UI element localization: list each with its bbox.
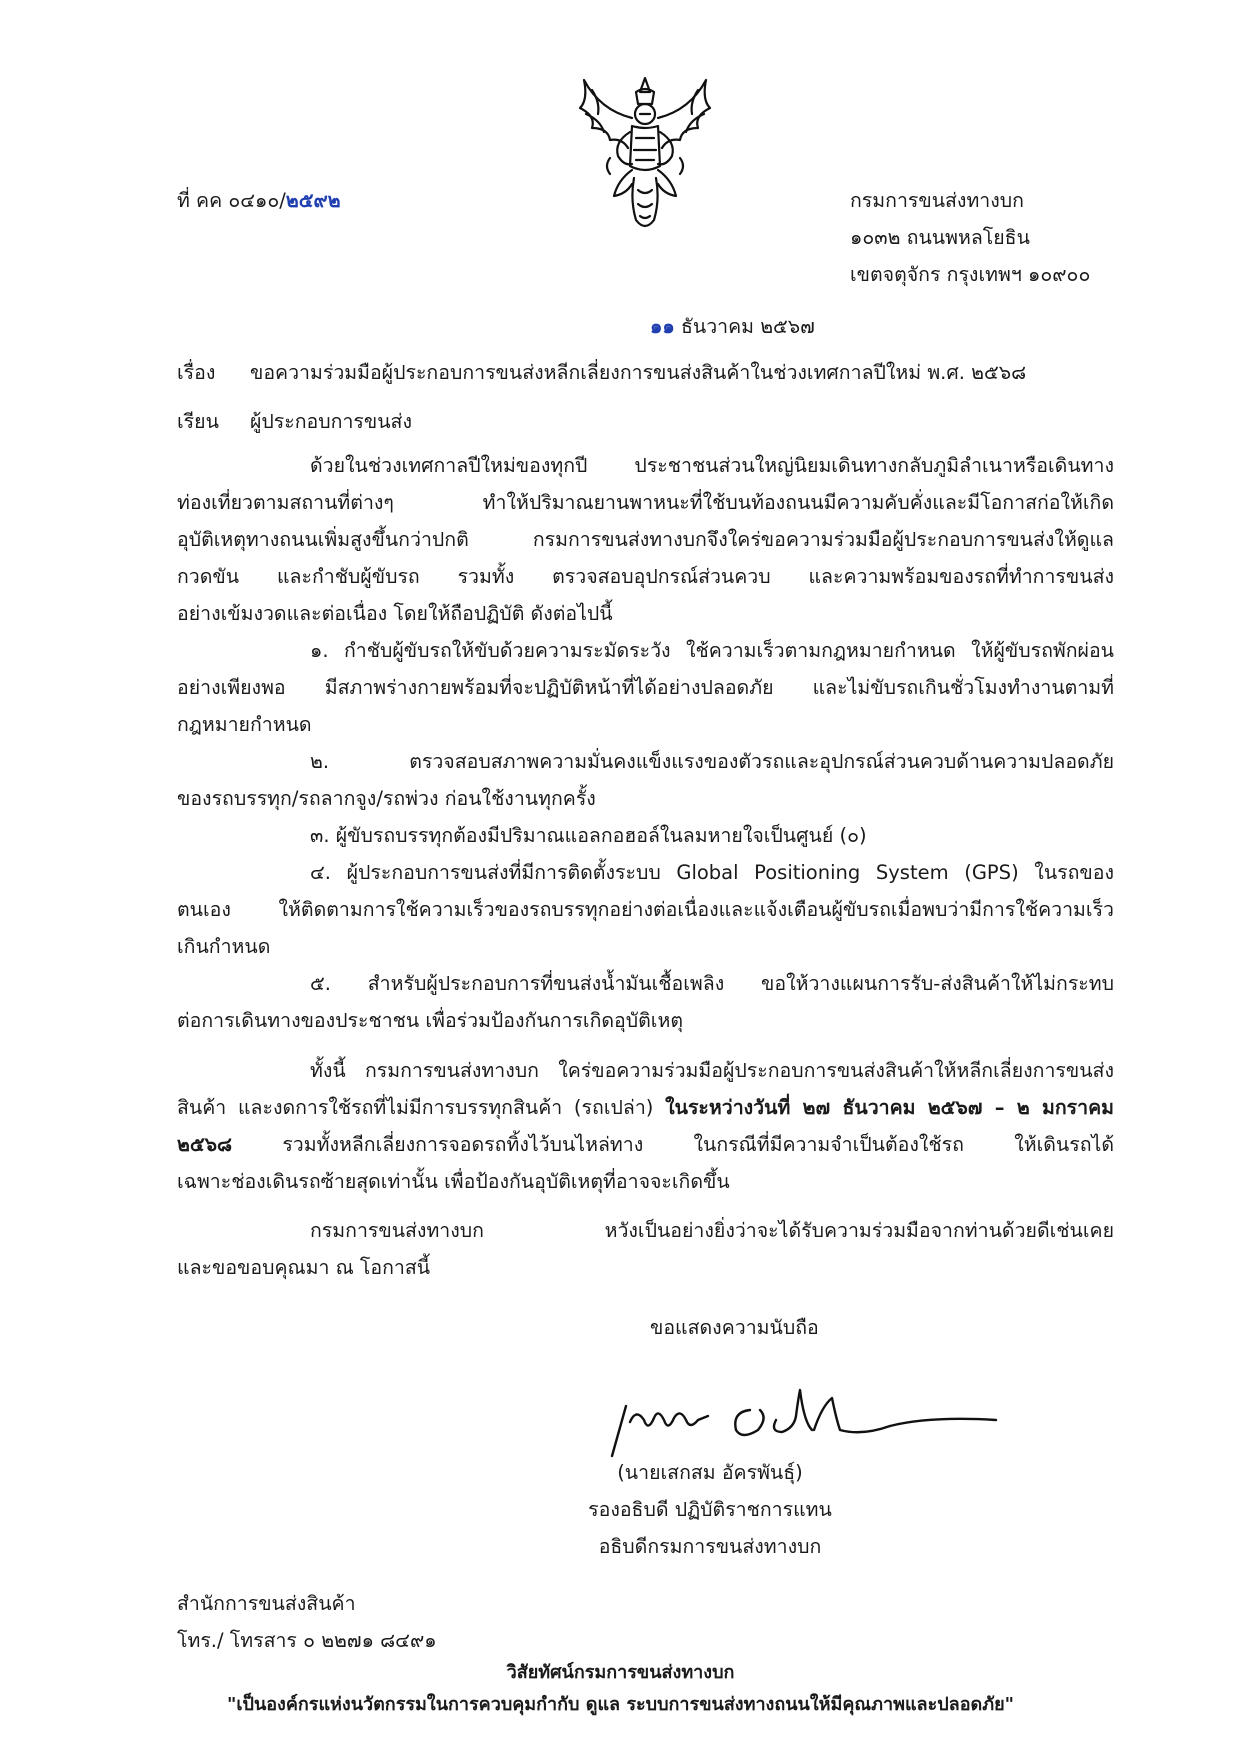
recipient-label: เรียน [177, 410, 219, 433]
letter-date [650, 312, 815, 342]
recipient-text: ผู้ประกอบการขนส่ง [250, 410, 412, 433]
para2-line-2-regular: สินค้า และงดการใช้รถที่ไม่มีการบรรทุกสินค้า (รถเปล่า) [177, 1096, 666, 1119]
signature-icon [600, 1370, 1010, 1465]
para2-line-3 [177, 1130, 1114, 1160]
para2-line-3-bold-year: ๒๕๖๘ [177, 1133, 233, 1156]
date-day-handwritten: ๑๑ [650, 315, 675, 338]
item5-line-2: ต่อการเดินทางของประชาชน เพื่อร่วมป้องกันการเกิดอุบัติเหตุ [177, 1009, 683, 1032]
subject-label: เรื่อง [177, 361, 216, 384]
intro-line-1: ด้วยในช่วงเทศกาลปีใหม่ของทุกปี ประชาชนส่วนใหญ่นิยมเดินทางกลับภูมิลำเนาหรือเดินทาง [310, 454, 1114, 477]
garuda-emblem-icon [570, 70, 720, 235]
reference-prefix: ที่ คค ๐๔๑๐/ [177, 189, 286, 212]
footer-office: สำนักการขนส่งสินค้า [177, 1592, 356, 1615]
item1-line-2: อย่างเพียงพอ มีสภาพร่างกายพร้อมที่จะปฏิบัติหน้าที่ได้อย่างปลอดภัย และไม่ขับรถเกินชั่วโมงทำงานตามที่ [177, 676, 1114, 699]
footer-phone: โทร./ โทรสาร ๐ ๒๒๗๑ ๘๔๙๑ [177, 1629, 437, 1652]
para3-line-2: และขอขอบคุณมา ณ โอกาสนี้ [177, 1256, 431, 1279]
item4-line-3: เกินกำหนด [177, 935, 271, 958]
subject-text: ขอความร่วมมือผู้ประกอบการขนส่งหลีกเลี่ยงการขนส่งสินค้าในช่วงเทศกาลปีใหม่ พ.ศ. ๒๕๖๘ [250, 361, 1027, 384]
vision-text: "เป็นองค์กรแห่งนวัตกรรมในการควบคุมกำกับ ดูแล ระบบการขนส่งทางถนนให้มีคุณภาพและปลอดภัย" [226, 1694, 1015, 1715]
intro-line-5: อย่างเข้มงวดและต่อเนื่อง โดยให้ถือปฏิบัติ ดังต่อไปนี้ [177, 602, 613, 625]
closing-text: ขอแสดงความนับถือ [650, 1316, 819, 1339]
agency-address-line1: ๑๐๓๒ ถนนพหลโยธิน [850, 226, 1030, 249]
date-month-year: ธันวาคม ๒๕๖๗ [674, 315, 815, 338]
item2-line-2: ของรถบรรทุก/รถลากจูง/รถพ่วง ก่อนใช้งานทุกครั้ง [177, 787, 596, 810]
item1-line-3: กฎหมายกำหนด [177, 713, 312, 736]
intro-line-2: ท่องเที่ยวตามสถานที่ต่างๆ ทำให้ปริมาณยานพาหนะที่ใช้บนท้องถนนมีความคับคั่งและมีโอกาสก่อให้เกิด [177, 491, 1114, 514]
intro-line-3: อุบัติเหตุทางถนนเพิ่มสูงขึ้นกว่าปกติ กรมการขนส่งทางบกจึงใคร่ขอความร่วมมือผู้ประกอบการขนส่งให้ดูแล [177, 528, 1114, 551]
item4-line-1: ๔. ผู้ประกอบการขนส่งที่มีการติดตั้งระบบ Global Positioning System (GPS) ในรถของ [310, 861, 1114, 884]
signer-name: (นายเสกสม อัครพันธุ์) [617, 1461, 803, 1484]
item1-line-1: ๑. กำชับผู้ขับรถให้ขับด้วยความระมัดระวัง ใช้ความเร็วตามกฎหมายกำหนด ให้ผู้ขับรถพักผ่อน [310, 639, 1114, 662]
para3-line-1: กรมการขนส่งทางบก หวังเป็นอย่างยิ่งว่าจะได้รับความร่วมมือจากท่านด้วยดีเช่นเคย [310, 1219, 1114, 1242]
reference-number [177, 186, 341, 216]
agency-address-line2: เขตจตุจักร กรุงเทพฯ ๑๐๙๐๐ [850, 263, 1091, 286]
para2-line-1: ทั้งนี้ กรมการขนส่งทางบก ใคร่ขอความร่วมมือผู้ประกอบการขนส่งสินค้าให้หลีกเลี่ยงการขนส่ง [310, 1059, 1114, 1082]
intro-line-4: กวดขัน และกำชับผู้ขับรถ รวมทั้ง ตรวจสอบอุปกรณ์ส่วนควบ และความพร้อมของรถที่ทำการขนส่ง [177, 565, 1114, 588]
para2-line-3-regular: รวมทั้งหลีกเลี่ยงการจอดรถทิ้งไว้บนไหล่ทาง ในกรณีที่มีความจำเป็นต้องใช้รถ ให้เดินรถได้ [232, 1133, 1114, 1156]
signer-position-2: อธิบดีกรมการขนส่งทางบก [598, 1535, 822, 1558]
item5-line-1: ๕. สำหรับผู้ประกอบการที่ขนส่งน้ำมันเชื้อเพลิง ขอให้วางแผนการรับ-ส่งสินค้าให้ไม่กระทบ [310, 972, 1114, 995]
para2-line-4: เฉพาะช่องเดินรถซ้ายสุดเท่านั้น เพื่อป้องกันอุบัติเหตุที่อาจจะเกิดขึ้น [177, 1170, 730, 1193]
reference-handwritten-number: ๒๕๙๒ [285, 189, 341, 212]
signer-position-1: รองอธิบดี ปฏิบัติราชการแทน [588, 1498, 832, 1521]
para2-line-2 [177, 1093, 1114, 1123]
item2-line-1: ๒. ตรวจสอบสภาพความมั่นคงแข็งแรงของตัวรถและอุปกรณ์ส่วนควบด้านความปลอดภัย [310, 750, 1114, 773]
item3-line-1: ๓. ผู้ขับรถบรรทุกต้องมีปริมาณแอลกอฮอล์ในลมหายใจเป็นศูนย์ (๐) [310, 824, 867, 847]
item4-line-2: ตนเอง ให้ติดตามการใช้ความเร็วของรถบรรทุกอย่างต่อเนื่องและแจ้งเตือนผู้ขับรถเมื่อพบว่ามีการใช้ความเร็ว [177, 898, 1114, 921]
agency-name: กรมการขนส่งทางบก [850, 189, 1024, 212]
vision-title: วิสัยทัศน์กรมการขนส่งทางบก [506, 1662, 735, 1683]
para2-line-2-bold-dates: ในระหว่างวันที่ ๒๗ ธันวาคม ๒๕๖๗ – ๒ มกราคม [665, 1096, 1115, 1119]
